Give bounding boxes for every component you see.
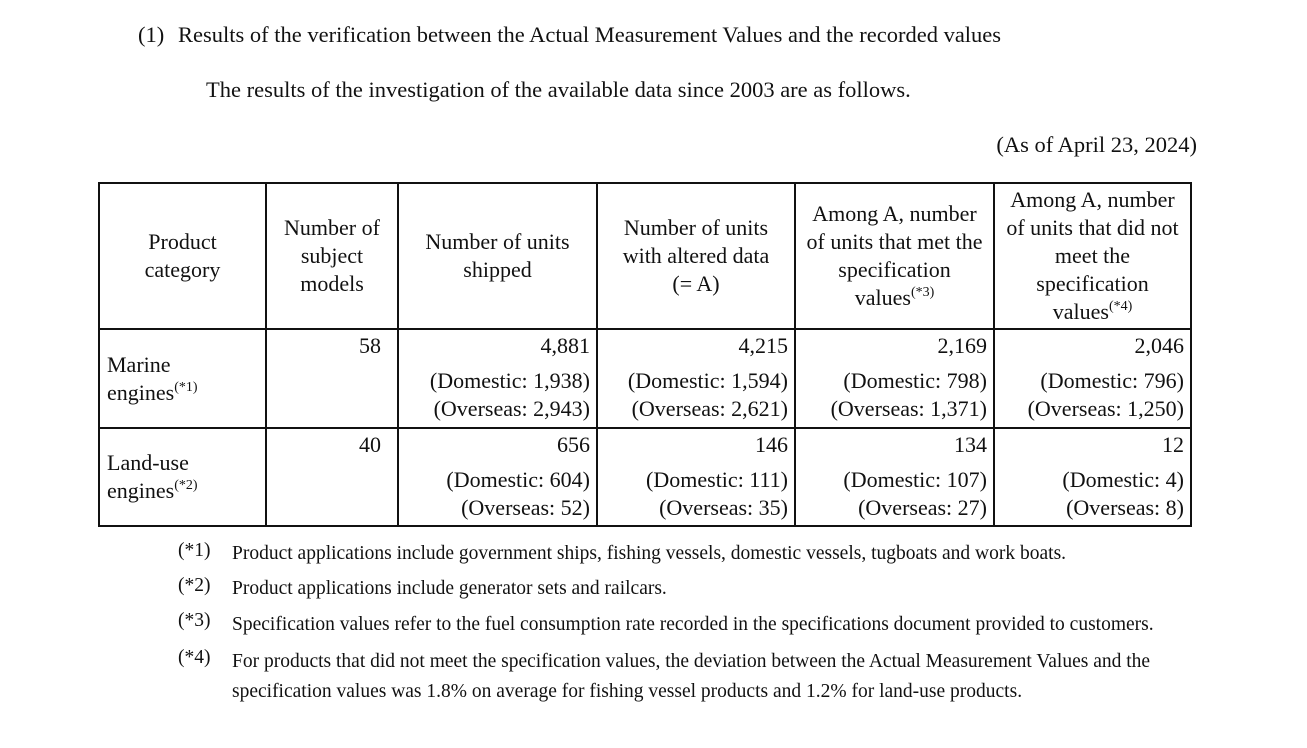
footnote-2: (*2) Product applications include generator sets and railcars. <box>178 575 667 599</box>
category-cell: Land-use engines$^{(*2)}$ <box>99 428 266 526</box>
altered-cell: 4,215 (Domestic: 1,594) (Overseas: 2,621) <box>597 329 795 428</box>
header-product-category: Product category <box>99 183 266 329</box>
section-number: (1) <box>138 22 165 47</box>
footnote-3: (*3) Specification values refer to the fuel consumption rate recorded in the specifications document provided to customers. <box>178 610 1154 635</box>
not-met-cell: 12 (Domestic: 4) (Overseas: 8) <box>994 428 1191 526</box>
met-cell: 134 (Domestic: 107) (Overseas: 27) <box>795 428 994 526</box>
models-cell: 40 <box>266 428 398 526</box>
not-met-cell: 2,046 (Domestic: 796) (Overseas: 1,250) <box>994 329 1191 428</box>
section-title: Results of the verification between the Actual Measurement Values and the recorded values <box>178 22 1002 47</box>
header-not-met-spec: Among A, number of units that did not meet the specification values$^{(*4)}$ <box>994 183 1191 329</box>
models-cell: 58 <box>266 329 398 428</box>
header-met-spec: Among A, number of units that met the specification values$^{(*3)}$ <box>795 183 994 329</box>
footnote-1: (*1) Product applications include government ships, fishing vessels, domestic vessels, tugboats and work boats. <box>178 540 1067 564</box>
met-cell: 2,169 (Domestic: 798) (Overseas: 1,371) <box>795 329 994 428</box>
footnote-ref: (*1) <box>174 379 198 395</box>
as-of-date: (As of April 23, 2024) <box>996 132 1197 157</box>
header-units-shipped: Number of units shipped <box>398 183 597 329</box>
shipped-cell: 4,881 (Domestic: 1,938) (Overseas: 2,943) <box>398 329 597 428</box>
altered-cell: 146 (Domestic: 111) (Overseas: 35) <box>597 428 795 526</box>
category-cell: Marine engines$^{(*1)}$ <box>99 329 266 428</box>
table-row-marine <box>99 329 1191 428</box>
shipped-cell: 656 (Domestic: 604) (Overseas: 52) <box>398 428 597 526</box>
results-table <box>98 182 1192 527</box>
footnote-ref: (*2) <box>174 478 198 493</box>
footnotes <box>178 540 1202 714</box>
footnote-ref: (*4) <box>1108 299 1133 314</box>
section-heading <box>138 22 1001 48</box>
header-subject-models: Number of subject models <box>266 183 398 329</box>
intro-text: The results of the investigation of the available data since 2003 are as follows. <box>206 77 911 102</box>
header-altered-units: Number of units with altered data (= A) <box>597 183 795 329</box>
footnote-4: (*4) For products that did not meet the specification values, the deviation between the Actual Measurement Values and the specification values was 1.8% on average for fishing vessel products and 1.2% for land-use products. <box>178 647 1151 702</box>
table-row-land-use <box>99 428 1191 526</box>
table-header-row <box>99 183 1191 329</box>
footnote-ref: (*3) <box>910 285 935 300</box>
